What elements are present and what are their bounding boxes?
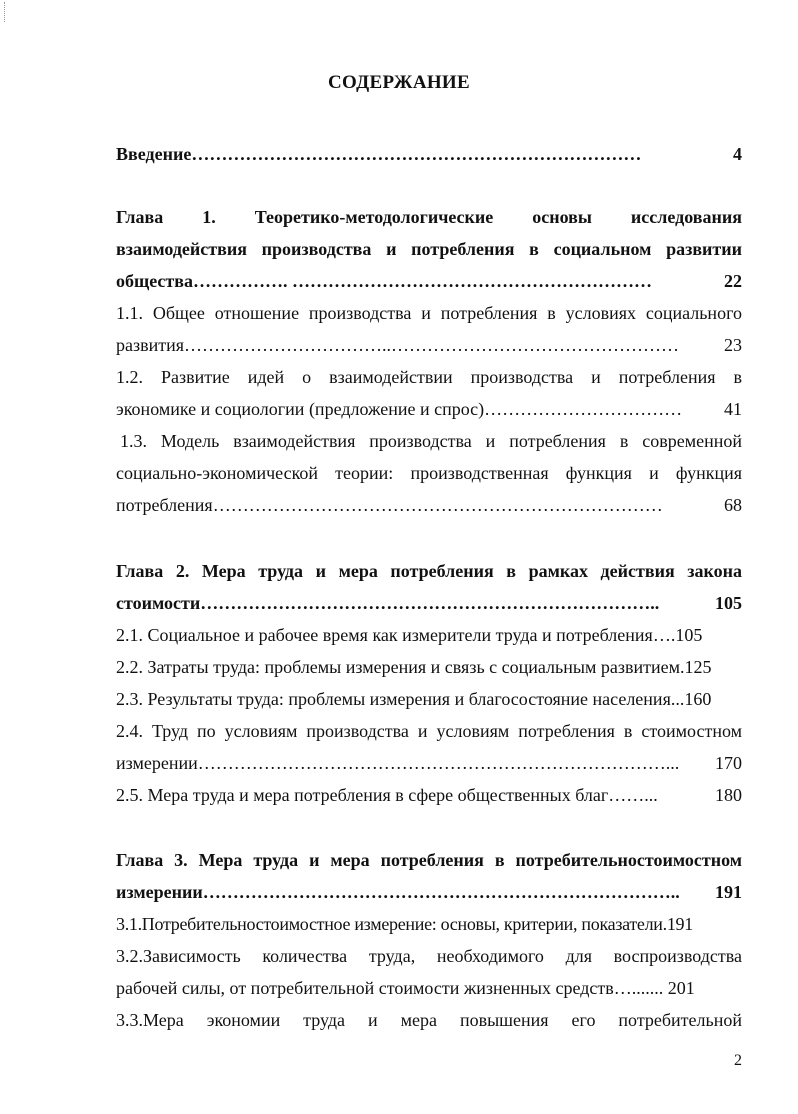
section-2-1[interactable]: 2.1. Социальное и рабочее время как измерители труда и потребления….105 [116, 625, 703, 645]
toc-entry-intro[interactable]: Введение ………………………………………………………………… 4 [116, 144, 742, 164]
toc-title: СОДЕРЖАНИЕ [328, 72, 470, 93]
section-1-3-cont: социально-экономической теории: производственная функция и функция [116, 463, 742, 483]
section-2-4[interactable]: 2.4. Труд по условиям производства и условиям потребления в стоимостном [116, 721, 742, 741]
section-1-1-page-line: развития ……………………………..………………………………………… 23 [116, 335, 742, 355]
chapter-1-page-line: общества ……………. …………………………………………………… 22 [116, 271, 742, 291]
section-2-4-page-line: измерении ……………………………………………………………………... 170 [116, 753, 742, 773]
section-2-3[interactable]: 2.3. Результаты труда: проблемы измерения и благосостояние населения...160 [116, 689, 712, 709]
chapter-3-page-line: измерении …………………………………………………………………….. 191 [116, 882, 742, 902]
section-2-2[interactable]: 2.2. Затраты труда: проблемы измерения и связь с социальным развитием.125 [116, 657, 712, 677]
section-1-3-page-line: потребления ………………………………………………………………… 68 [116, 495, 742, 515]
section-1-2-page-line: экономике и социологии (предложение и спрос) …………………………… 41 [116, 399, 742, 419]
section-2-5[interactable]: 2.5. Мера труда и мера потребления в сфере общественных благ……... 180 [116, 785, 742, 805]
chapter-2-page-line: стоимости ………………………………………………………………….. 105 [116, 593, 742, 613]
section-3-3[interactable]: 3.3.Мера экономии труда и мера повышения его потребительной [116, 1010, 742, 1030]
chapter-3-title[interactable]: Глава 3. Мера труда и мера потребления в потребительностоимостном [116, 850, 742, 870]
section-1-1[interactable]: 1.1. Общее отношение производства и потребления в условиях социального [116, 303, 742, 323]
section-3-2[interactable]: 3.2.Зависимость количества труда, необходимого для воспроизводства [116, 946, 742, 966]
section-1-2[interactable]: 1.2. Развитие идей о взаимодействии производства и потребления в [116, 367, 742, 387]
section-3-1[interactable]: 3.1.Потребительностоимостное измерение: основы, критерии, показатели.191 [116, 914, 693, 934]
section-3-2-cont: рабочей силы, от потребительной стоимости жизненных средств…....... 201 [116, 978, 695, 998]
scan-mark [4, 2, 7, 22]
page-number: 2 [734, 1052, 742, 1069]
chapter-1-title-cont: взаимодействия производства и потребления в социальном развитии [116, 239, 742, 259]
chapter-1-title[interactable]: Глава 1. Теоретико-методологические основы исследования [116, 207, 742, 227]
section-1-3[interactable]: 1.3. Модель взаимодействия производства и потребления в современной [120, 431, 742, 451]
chapter-2-title[interactable]: Глава 2. Мера труда и мера потребления в рамках действия закона [116, 561, 742, 581]
